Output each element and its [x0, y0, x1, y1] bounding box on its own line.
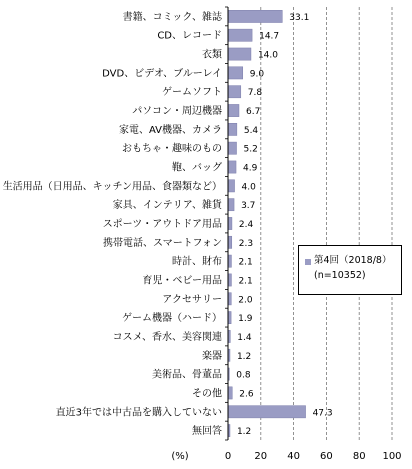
category-label: 無回答	[192, 426, 222, 438]
value-label: 2.3	[238, 238, 254, 249]
category-label: 家具、インテリア、雑貨	[112, 200, 222, 212]
value-label: 5.4	[243, 125, 259, 136]
value-label: 0.8	[236, 370, 251, 381]
bar	[228, 67, 243, 79]
bar	[228, 29, 252, 41]
value-label: 2.4	[238, 220, 254, 230]
category-label: 直近3年では中古品を購入していない	[55, 407, 222, 419]
value-label: 1.9	[238, 314, 253, 325]
category-label: その他	[192, 388, 222, 400]
bar	[228, 406, 306, 418]
bar	[228, 180, 235, 192]
bar	[228, 199, 234, 211]
legend-sample-size: (n=10352)	[314, 270, 366, 281]
value-label: 2.1	[238, 276, 253, 287]
value-label: 2.0	[238, 295, 253, 306]
bar	[228, 104, 239, 116]
category-label: ゲーム機器（ハード）	[122, 313, 222, 325]
category-label: 書籍、コミック、雑誌	[122, 11, 222, 23]
value-label: 33.1	[289, 12, 310, 23]
value-label: 47.3	[312, 408, 333, 419]
x-tick-label: 80	[352, 451, 366, 462]
category-label: ゲームソフト	[162, 87, 222, 99]
category-label: 時計、財布	[172, 256, 222, 268]
value-label: 14.7	[259, 31, 280, 42]
x-tick-label: 60	[320, 451, 333, 462]
x-axis-label: (%)	[171, 451, 189, 462]
value-label: 1.2	[236, 351, 252, 362]
category-label: 携帯電話、スマートフォン	[103, 237, 222, 249]
value-label: 14.0	[257, 50, 279, 61]
category-label: CD、レコード	[157, 30, 222, 42]
x-tick-labels	[225, 451, 402, 462]
x-tick-label: 100	[382, 451, 402, 462]
value-label: 7.8	[247, 88, 263, 99]
category-label: 楽器	[202, 350, 222, 362]
category-label: コスメ、香水、美容関連	[112, 331, 222, 343]
bar	[228, 161, 236, 173]
bar	[228, 142, 237, 154]
bar	[228, 255, 231, 267]
legend-series-name: 第4回（2018/8）	[314, 255, 392, 266]
value-label: 5.2	[243, 144, 258, 155]
x-tick-label: 20	[254, 451, 268, 462]
bar	[228, 387, 232, 399]
category-labels	[3, 10, 223, 437]
value-label: 4.0	[241, 182, 256, 193]
category-label: アクセサリー	[162, 294, 222, 306]
category-label: 家電、AV機器、カメラ	[118, 124, 222, 136]
legend-swatch	[305, 259, 311, 265]
value-label: 4.9	[243, 163, 258, 174]
value-label: 9.0	[249, 69, 265, 80]
category-label: 美術品、骨董品	[152, 369, 222, 381]
x-tick-label: 0	[224, 451, 232, 462]
bar	[228, 217, 232, 229]
bar	[228, 48, 251, 60]
category-label: 生活用品（日用品、キッチン用品、食器類など）	[2, 181, 222, 193]
bar	[228, 123, 237, 135]
value-label: 6.7	[245, 107, 261, 118]
category-label: おもちゃ・趣味のもの	[122, 143, 222, 155]
category-label: DVD、ビデオ、ブルーレイ	[102, 68, 222, 80]
value-labels	[236, 13, 332, 437]
x-tick-label: 40	[287, 451, 300, 462]
value-label: 1.4	[237, 332, 252, 343]
category-label: パソコン・周辺機器	[132, 106, 222, 118]
value-label: 2.1	[238, 257, 253, 268]
category-label: スポーツ・アウトドア用品	[102, 219, 222, 230]
bar	[228, 274, 231, 286]
category-label: 鞄、バッグ	[172, 162, 222, 174]
bar	[228, 236, 232, 248]
legend	[298, 245, 402, 295]
bar	[228, 86, 241, 98]
value-label: 2.6	[239, 389, 254, 400]
bar	[228, 10, 282, 22]
category-label: 育児・ベビー用品	[142, 275, 222, 287]
value-label: 3.7	[241, 201, 256, 212]
category-label: 衣類	[202, 49, 222, 61]
value-label: 1.2	[236, 427, 252, 438]
grid-lines	[261, 7, 392, 440]
